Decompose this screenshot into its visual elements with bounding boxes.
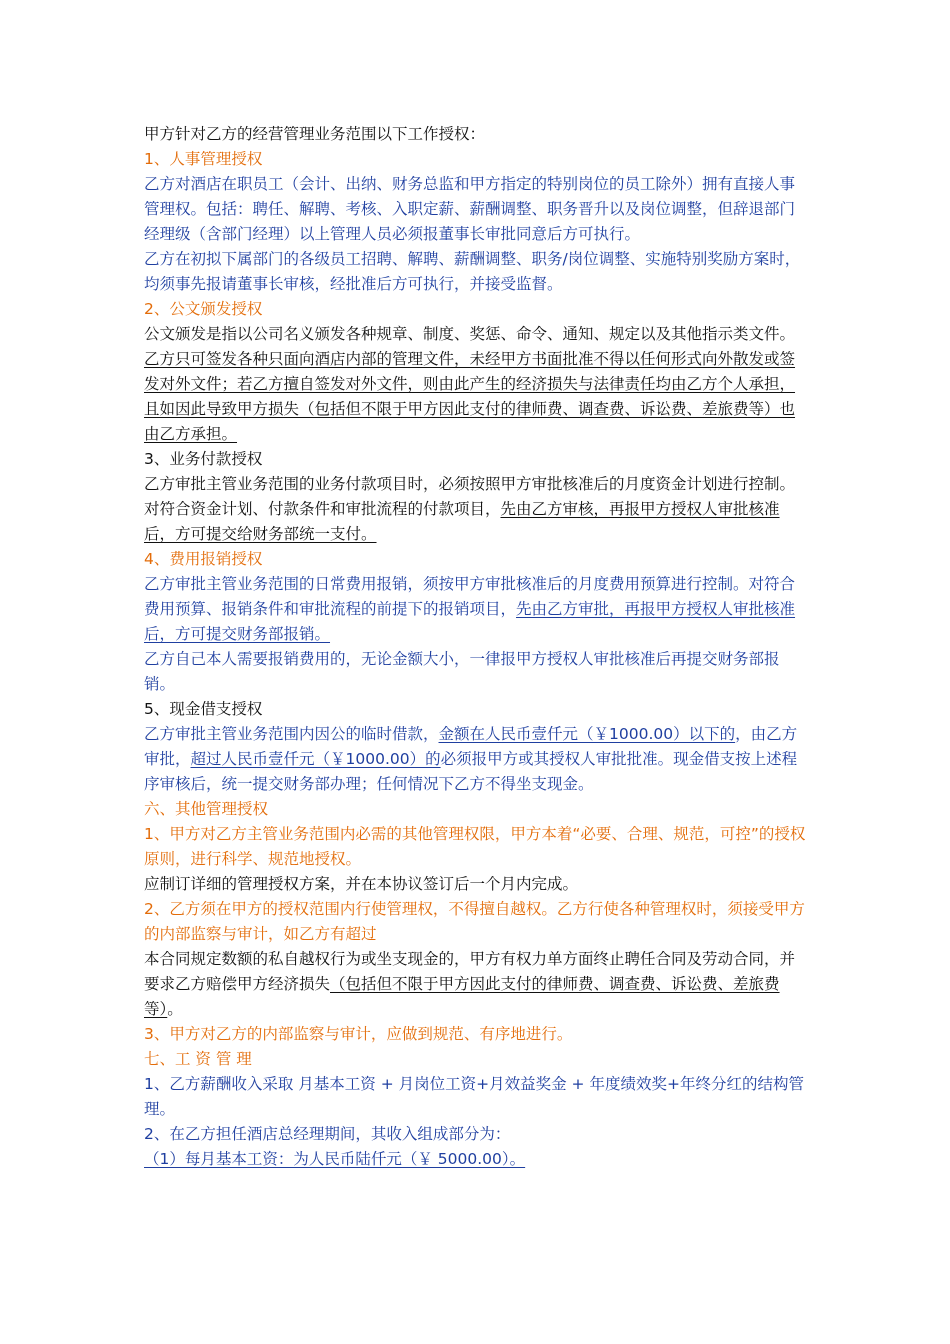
paragraph-text: 2、在乙方担任酒店总经理期间，其收入组成部分为：: [144, 1125, 511, 1143]
paragraph-text: 5、现金借支授权: [144, 700, 263, 718]
paragraph-1: [144, 122, 808, 147]
paragraph-16: [144, 822, 808, 872]
paragraph-text: 乙方自己本人需要报销费用的，无论金额大小，一律报甲方授权人审批核准后再提交财务部报销。: [144, 650, 780, 693]
paragraph-text: 2、公文颁发授权: [144, 300, 263, 318]
paragraph-text: 1、甲方对乙方主管业务范围内必需的其他管理权限，甲方本着“必要、合理、规范，可控”的授权原则，进行科学、规范地授权。: [144, 825, 806, 868]
paragraph-text: 乙方审批主管业务范围的业务付款项目时，必须按照甲方审批核准后的月度资金计划进行控制。对符合资金计划、付款条件和审批流程的付款项目，: [144, 475, 796, 518]
paragraph-text: 七、工 资 管 理: [144, 1050, 252, 1068]
paragraph-text: 4、费用报销授权: [144, 550, 263, 568]
paragraph-text: 六、其他管理授权: [144, 800, 269, 818]
paragraph-17: [144, 872, 808, 897]
paragraph-10: [144, 547, 808, 572]
paragraph-3: [144, 172, 808, 247]
underlined-text: （1）每月基本工资：为人民币陆仟元（￥ 5000.00）。: [144, 1150, 526, 1168]
paragraph-text: 乙方审批主管业务范围内因公的临时借款，: [144, 725, 439, 743]
paragraph-text: 乙方审批主管业务范围的日常费用报销，须按甲方审批核准后的月度费用预算进行控制。对符合费用预算、报销条件和审批流程的前提下的报销项目，: [144, 575, 796, 618]
paragraph-text: 3、业务付款授权: [144, 450, 263, 468]
paragraph-text: 乙方对酒店在职员工（会计、出纳、财务总监和甲方指定的特别岗位的员工除外）拥有直接人事管理权。包括：聘任、解聘、考核、入职定薪、薪酬调整、职务晋升以及岗位调整，但辞退部门经理级（含部门经理）以上管理人员必须报董事长审批同意后方可执行。: [144, 175, 796, 243]
paragraph-text: 3、甲方对乙方的内部监察与审计，应做到规范、有序地进行。: [144, 1025, 573, 1043]
paragraph-text: 本合同规定数额的私自越权行为或坐支现金的，甲方有权力单方面终止聘任合同及劳动合同，并要求乙方赔偿甲方经济损失: [144, 950, 796, 993]
paragraph-2: [144, 147, 808, 172]
paragraph-5: [144, 297, 808, 322]
paragraph-21: [144, 1047, 808, 1072]
underlined-text: （包括但不限于甲方因此支付的律师费、调查费、诉讼费、差旅费等）: [144, 975, 780, 1018]
paragraph-text: 应制订详细的管理授权方案，并在本协议签订后一个月内完成。: [144, 875, 579, 893]
paragraph-text: 甲方针对乙方的经营管理业务范围以下工作授权：: [144, 125, 486, 143]
underlined-text: 先由乙方审核，再报甲方授权人审批核准后，方可提交给财务部统一支付。: [144, 500, 780, 543]
paragraph-text: 公文颁发是指以公司名义颁发各种规章、制度、奖惩、命令、通知、规定以及其他指示类文件。: [144, 325, 796, 343]
paragraph-13: [144, 697, 808, 722]
paragraph-4: [144, 247, 808, 297]
paragraph-19: [144, 947, 808, 1022]
paragraph-text: 2、乙方须在甲方的授权范围内行使管理权，不得擅自越权。乙方行使各种管理权时，须接受甲方的内部监察与审计，如乙方有超过: [144, 900, 805, 943]
underlined-text: 金额在人民币壹仟元（￥1000.00）以下的: [438, 725, 736, 743]
paragraph-23: [144, 1122, 808, 1147]
paragraph-8: [144, 447, 808, 472]
paragraph-14: [144, 722, 808, 797]
paragraph-11: [144, 572, 808, 647]
paragraph-7: [144, 347, 808, 447]
underlined-text: 先由乙方审批，再报甲方授权人审批核准后，方可提交财务部报销。: [144, 600, 796, 643]
document-body: [144, 122, 808, 1172]
paragraph-6: [144, 322, 808, 347]
paragraph-text: 。: [167, 1000, 183, 1018]
paragraph-text: 1、乙方薪酬收入采取 月基本工资 + 月岗位工资+月效益奖金 + 年度绩效奖+年终分红的结构管理。: [144, 1075, 804, 1118]
paragraph-24: [144, 1147, 808, 1172]
paragraph-text: 乙方在初拟下属部门的各级员工招聘、解聘、薪酬调整、职务/岗位调整、实施特别奖励方案时，均须事先报请董事长审核，经批准后方可执行，并接受监督。: [144, 250, 801, 293]
underlined-text: 乙方只可签发各种只面向酒店内部的管理文件，未经甲方书面批准不得以任何形式向外散发或签发对外文件；若乙方擅自签发对外文件，则由此产生的经济损失与法律责任均由乙方个人承担，且如因此导致甲方损失（包括但不限于甲方因此支付的律师费、调查费、诉讼费、差旅费等）也由乙方承担。: [144, 350, 796, 443]
paragraph-text: 1、人事管理授权: [144, 150, 263, 168]
paragraph-15: [144, 797, 808, 822]
underlined-text: 超过人民币壹仟元（￥1000.00）的: [190, 750, 441, 768]
paragraph-text: 必须报甲方或其授权人审批批准。现金借支按上述程序审核后，统一提交财务部办理；任何情况下乙方不得坐支现金。: [144, 750, 798, 793]
paragraph-18: [144, 897, 808, 947]
paragraph-12: [144, 647, 808, 697]
paragraph-22: [144, 1072, 808, 1122]
paragraph-9: [144, 472, 808, 547]
paragraph-20: [144, 1022, 808, 1047]
paragraph-text: ，由乙方审批，: [144, 725, 798, 768]
